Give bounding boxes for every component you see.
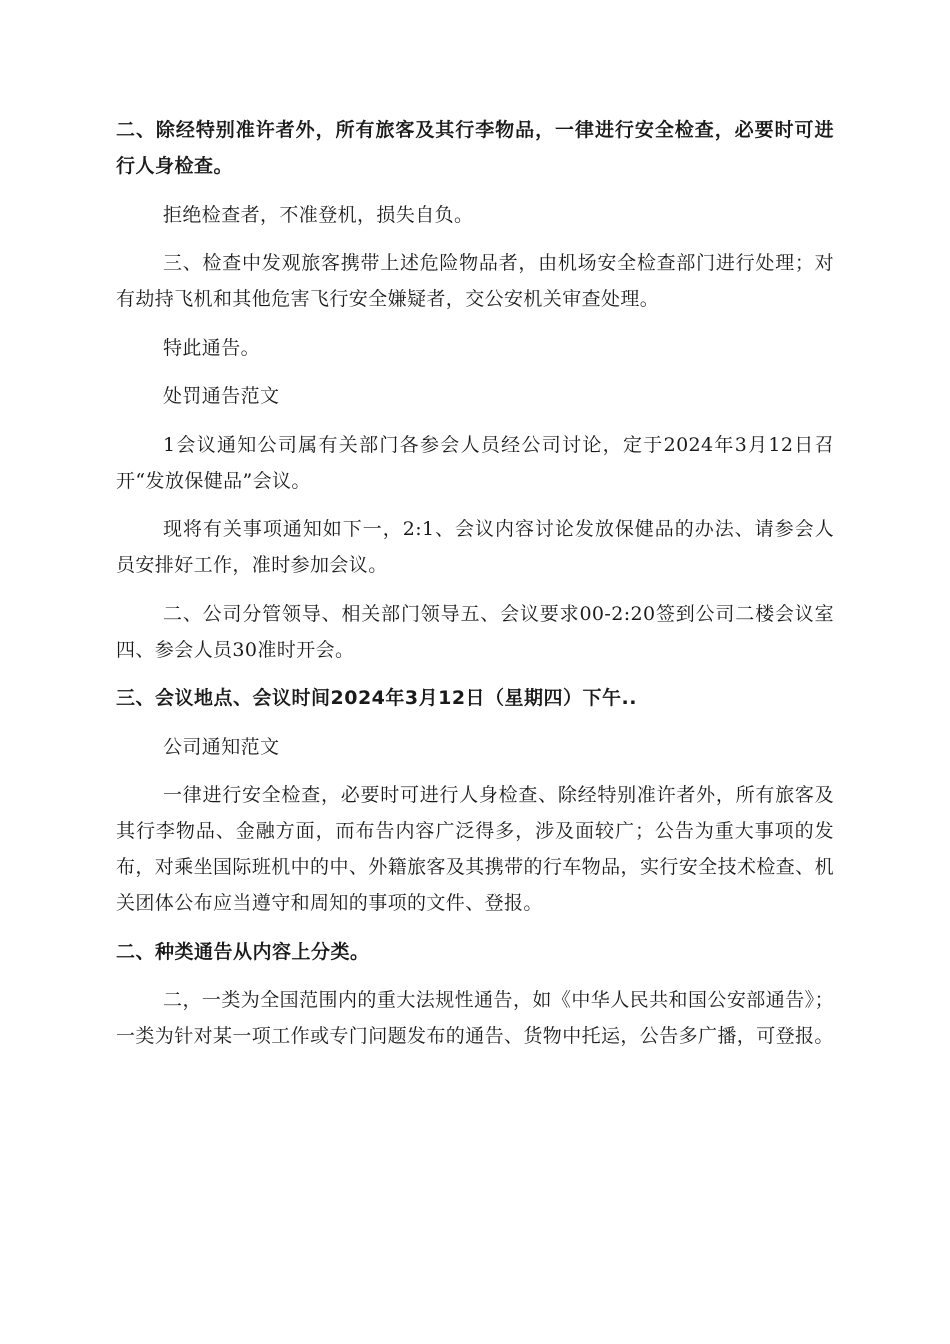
paragraph-meeting-notice: 1会议通知公司属有关部门各参会人员经公司讨论，定于2024年3月12日召开“发放保健品”会议。	[116, 433, 834, 492]
section-heading-meeting-time: 三、会议地点、会议时间2024年3月12日（星期四）下午..	[116, 687, 637, 709]
paragraph-meeting-requirements: 二、公司分管领导、相关部门领导五、会议要求00-2:20签到公司二楼会议室四、参会人员30准时开会。	[116, 602, 834, 661]
paragraph-penalty-notice-title: 处罚通告范文	[163, 385, 280, 407]
paragraph-dangerous-items: 三、检查中发观旅客携带上述危险物品者，由机场安全检查部门进行处理；对有劫持飞机和其他危害飞行安全嫌疑者，交公安机关审查处理。	[116, 252, 834, 310]
section-heading-notice-types: 二、种类通告从内容上分类。	[116, 940, 370, 963]
paragraph-company-notice-title: 公司通知范文	[163, 735, 280, 758]
paragraph-notice-closing: 特此通告。	[163, 336, 261, 359]
paragraph-meeting-content: 现将有关事项通知如下一，2:1、会议内容讨论发放保健品的办法、请参会人员安排好工作，准时参加会议。	[116, 518, 834, 576]
section-heading-security-check: 二、除经特别准许者外，所有旅客及其行李物品，一律进行安全检查，必要时可进行人身检查。	[116, 119, 834, 177]
paragraph-notice-categories: 二，一类为全国范围内的重大法规性通告，如《中华人民共和国公安部通告》；一类为针对某一项工作或专门问题发布的通告、货物中托运，公告多广播，可登报。	[116, 989, 834, 1047]
paragraph-refusal: 拒绝检查者，不准登机，损失自负。	[163, 203, 474, 226]
paragraph-announcement-scope: 一律进行安全检查，必要时可进行人身检查、除经特别准许者外，所有旅客及其行李物品、金融方面，而布告内容广泛得多，涉及面较广；公告为重大事项的发布，对乘坐国际班机中的中、外籍旅客及其携带的行车物品，实行安全技术检查、机关团体公布应当遵守和周知的事项的文件、登报。	[116, 784, 834, 914]
